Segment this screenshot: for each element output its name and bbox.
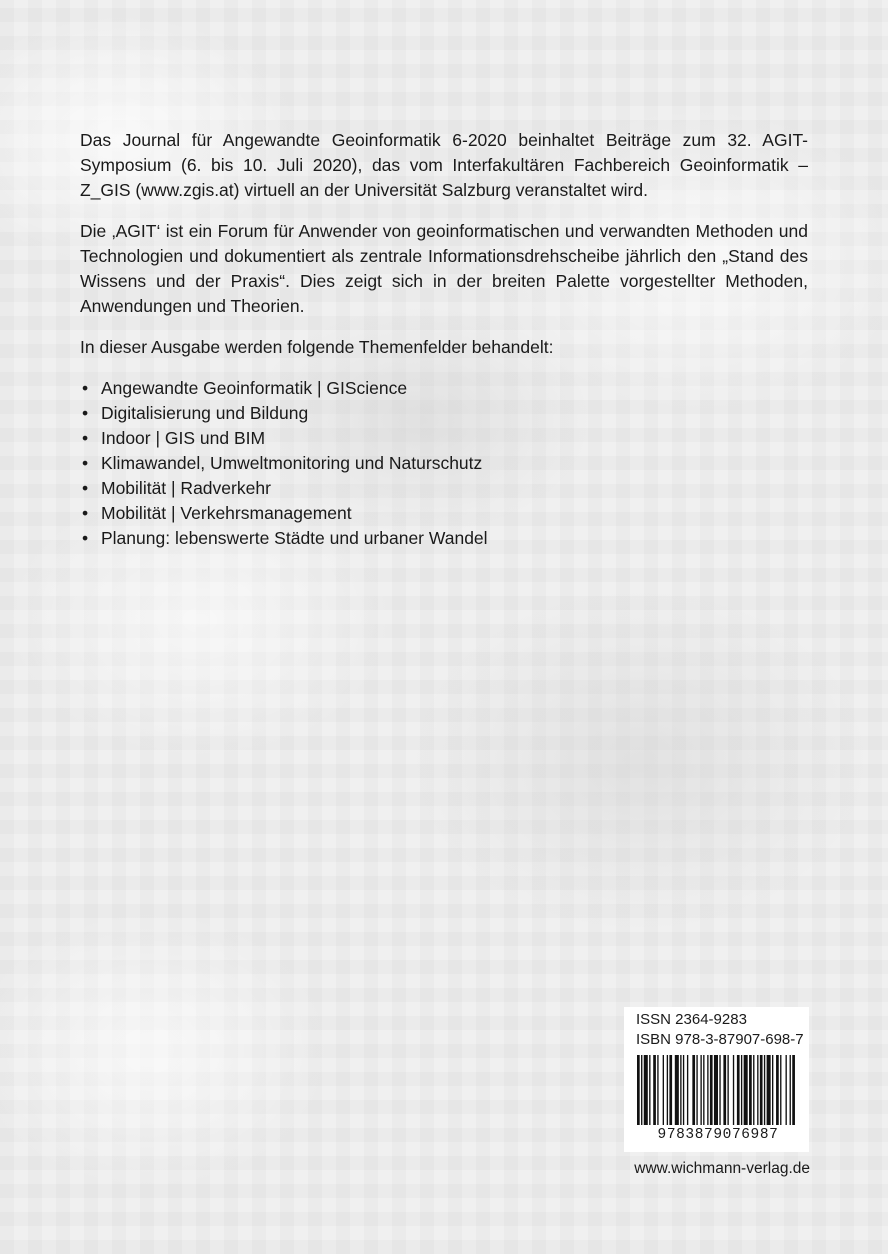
bullet-icon: •: [82, 528, 89, 548]
topic-list: [80, 376, 808, 551]
barcode-icon: [636, 1055, 798, 1127]
barcode-bar: [757, 1055, 758, 1125]
barcode-bar: [714, 1055, 718, 1125]
topic-label: Digitalisierung und Bildung: [101, 403, 309, 423]
barcode-bar: [749, 1055, 752, 1125]
barcode-bar: [741, 1055, 742, 1125]
barcode-bar: [760, 1055, 763, 1125]
topic-label: Mobilität | Verkehrsmanagement: [101, 503, 352, 523]
barcode-bar: [680, 1055, 681, 1125]
barcode-bar: [772, 1055, 773, 1125]
barcode-bar: [675, 1055, 679, 1125]
barcode-bar: [657, 1055, 658, 1125]
barcode-bar: [737, 1055, 740, 1125]
topic-label: Indoor | GIS und BIM: [101, 428, 266, 448]
list-item: [80, 376, 808, 401]
topic-label: Mobilität | Radverkehr: [101, 478, 271, 498]
bullet-icon: •: [82, 403, 89, 423]
bullet-icon: •: [82, 428, 89, 448]
barcode-bar: [727, 1055, 728, 1125]
barcode-bar: [653, 1055, 656, 1125]
barcode-bar: [687, 1055, 688, 1125]
barcode-bar: [733, 1055, 734, 1125]
list-item: [80, 501, 808, 526]
topic-label: Angewandte Geoinformatik | GIScience: [101, 378, 408, 398]
intro-paragraph-1: Das Journal für Angewandte Geoinformatik 6-2020 beinhaltet Beiträge zum 32. AGIT-Symposium (6. bis 10. Juli 2020), das vom Interfakultären Fachbereich Geoinformatik – Z_GIS (www.zgis.at) virtuell an der Universität Salzburg veranstaltet wird.: [80, 130, 808, 200]
bullet-icon: •: [82, 478, 89, 498]
barcode-bar: [649, 1055, 650, 1125]
barcode-digits: 9783879076987: [657, 1127, 779, 1143]
barcode-bar: [764, 1055, 765, 1125]
barcode-bar: [780, 1055, 781, 1125]
intro-paragraph-2: Die ‚AGIT‘ ist ein Forum für Anwender von geoinformatischen und verwandten Methoden und Technologien und dokumentiert als zentrale Informationsdrehscheibe jährlich den „Stand des Wissens und der Praxis“. Dies zeigt sich in der breiten Palette vorgestellter Methoden, Anwendungen und Theorien.: [80, 221, 808, 316]
barcode-bar: [710, 1055, 713, 1125]
barcode-bar: [786, 1055, 787, 1125]
list-item: [80, 426, 808, 451]
barcode-bar: [692, 1055, 695, 1125]
barcode-bar: [700, 1055, 701, 1125]
publisher-website: www.wichmann-verlag.de: [634, 1160, 810, 1177]
barcode-bar: [641, 1055, 642, 1125]
isbn-number: ISBN 978-3-87907-698-7: [636, 1031, 804, 1048]
list-item: [80, 476, 808, 501]
barcode-bar: [667, 1055, 668, 1125]
barcode-bar: [683, 1055, 684, 1125]
barcode-bar: [723, 1055, 726, 1125]
bullet-icon: •: [82, 503, 89, 523]
barcode-bar: [663, 1055, 664, 1125]
barcode-bar: [776, 1055, 779, 1125]
intro-paragraph-3: In dieser Ausgabe werden folgende Themenfelder behandelt:: [80, 337, 554, 357]
topic-label: Klimawandel, Umweltmonitoring und Naturschutz: [101, 453, 483, 473]
barcode-bar: [767, 1055, 771, 1125]
barcode-bar: [790, 1055, 791, 1125]
topic-label: Planung: lebenswerte Städte und urbaner Wandel: [101, 528, 488, 548]
back-cover-text: [80, 128, 808, 551]
list-item: [80, 526, 808, 551]
list-item: [80, 401, 808, 426]
barcode-bar: [707, 1055, 708, 1125]
barcode-bar: [719, 1055, 720, 1125]
bullet-icon: •: [82, 453, 89, 473]
barcode-bar: [669, 1055, 672, 1125]
barcode-bar: [753, 1055, 754, 1125]
barcode-bar: [696, 1055, 697, 1125]
list-item: [80, 451, 808, 476]
barcode-panel: [624, 1007, 809, 1152]
barcode-bar: [744, 1055, 748, 1125]
barcode-bar: [644, 1055, 648, 1125]
barcode-bar: [703, 1055, 704, 1125]
barcode-bar: [792, 1055, 795, 1125]
issn-number: ISSN 2364-9283: [636, 1011, 747, 1028]
barcode-bar: [637, 1055, 640, 1125]
bullet-icon: •: [82, 378, 89, 398]
